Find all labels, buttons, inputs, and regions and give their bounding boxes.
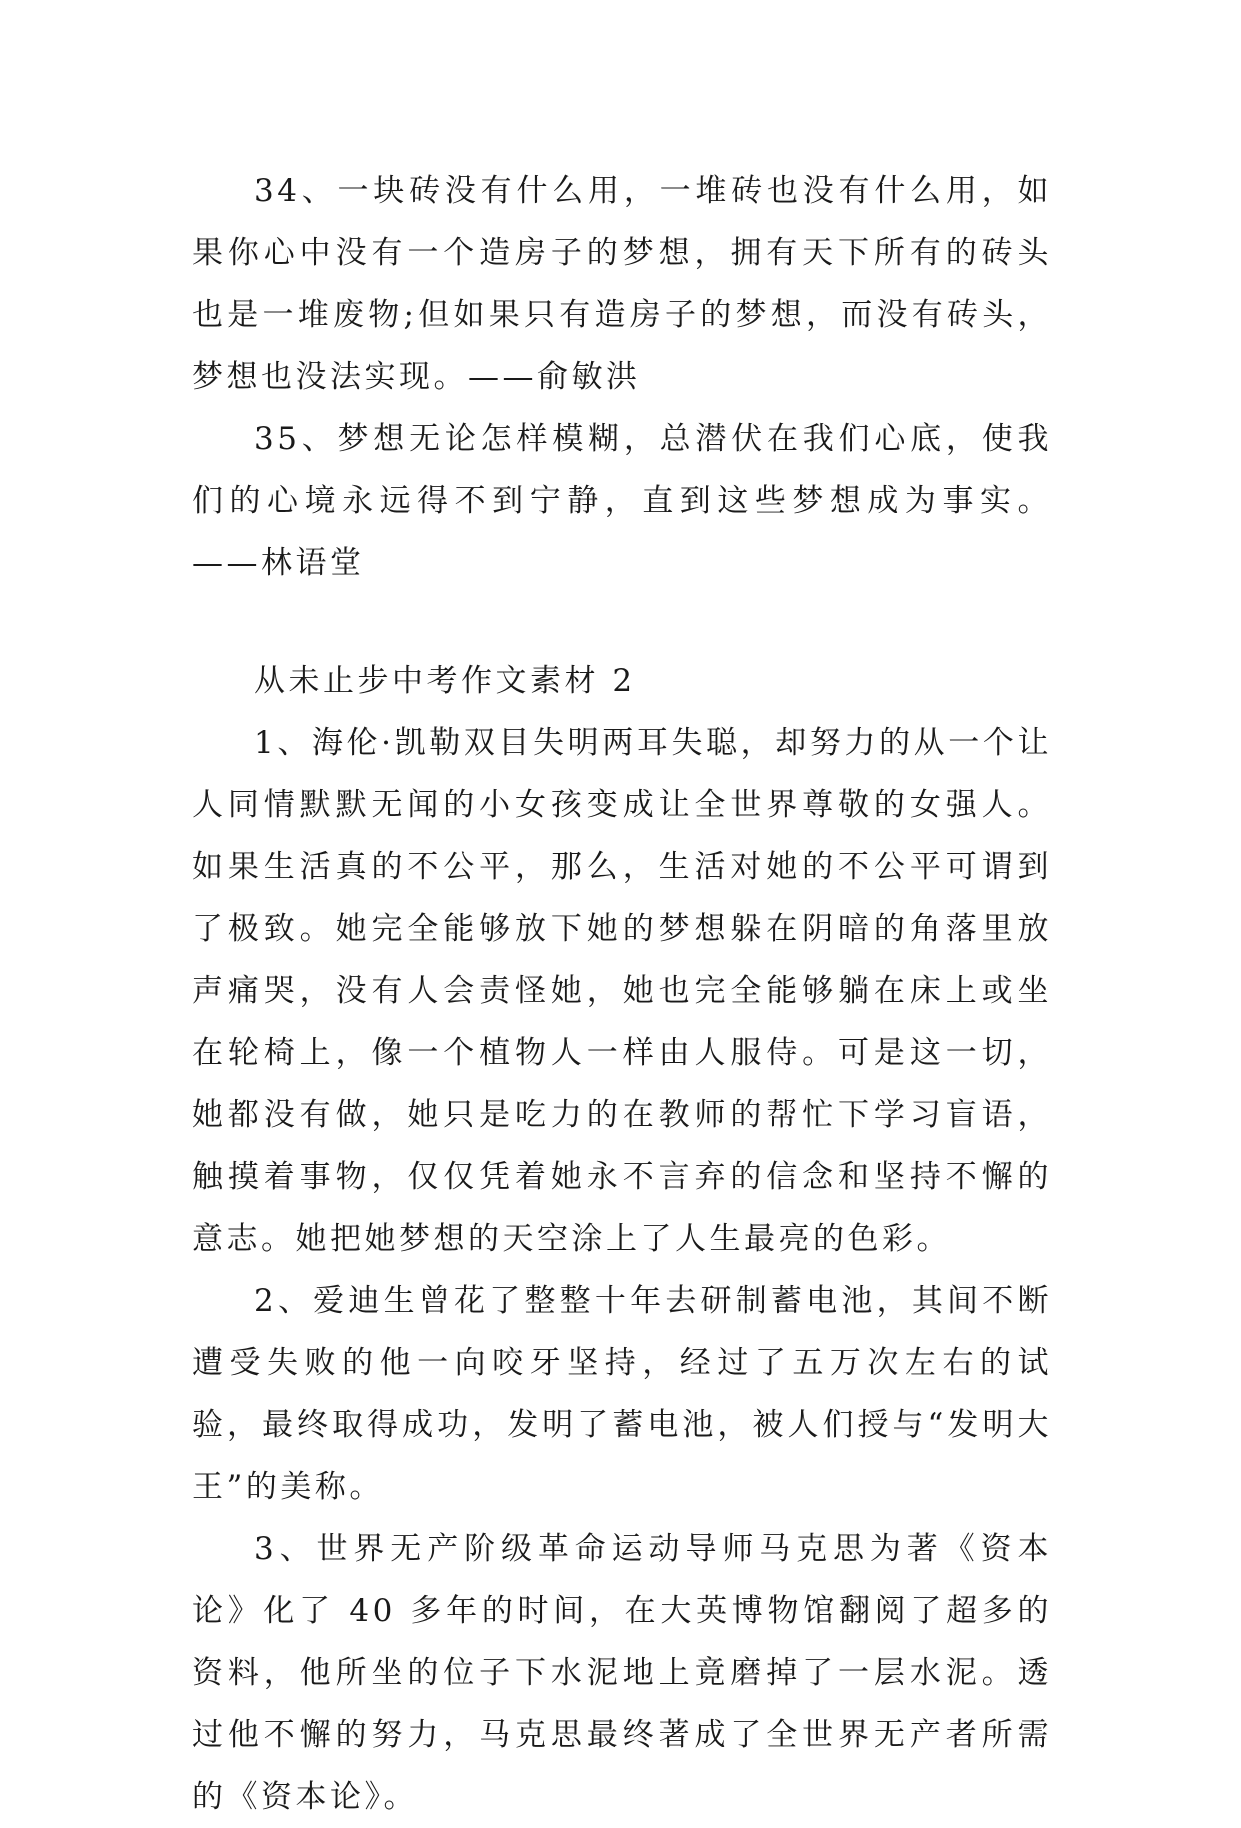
section-heading: 从未止步中考作文素材 2	[254, 663, 636, 699]
paragraph-35: 35、梦想无论怎样模糊，总潜伏在我们心底，使我们的心境永远得不到宁静，直到这些梦想成为事实。——林语堂	[192, 421, 1052, 581]
section-spacer	[192, 594, 1052, 650]
paragraph-34: 34、一块砖没有什么用，一堆砖也没有什么用，如果你心中没有一个造房子的梦想，拥有天下所有的砖头也是一堆废物;但如果只有造房子的梦想，而没有砖头，梦想也没法实现。——俞敏洪	[192, 173, 1052, 395]
document-body	[192, 160, 1052, 1828]
paragraph-3: 3、世界无产阶级革命运动导师马克思为著《资本论》化了 40 多年的时间，在大英博物馆翻阅了超多的资料，他所坐的位子下水泥地上竟磨掉了一层水泥。透过他不懈的努力，马克思最终著成了全世界无产者所需的《资本论》。	[192, 1531, 1052, 1815]
paragraph-2: 2、爱迪生曾花了整整十年去研制蓄电池，其间不断遭受失败的他一向咬牙坚持，经过了五万次左右的试验，最终取得成功，发明了蓄电池，被人们授与“发明大王”的美称。	[192, 1283, 1052, 1505]
paragraph-1: 1、海伦·凯勒双目失明两耳失聪，却努力的从一个让人同情默默无闻的小女孩变成让全世界尊敬的女强人。如果生活真的不公平，那么，生活对她的不公平可谓到了极致。她完全能够放下她的梦想躲在阴暗的角落里放声痛哭，没有人会责怪她，她也完全能够躺在床上或坐在轮椅上，像一个植物人一样由人服侍。可是这一切，她都没有做，她只是吃力的在教师的帮忙下学习盲语，触摸着事物，仅仅凭着她永不言弃的信念和坚持不懈的意志。她把她梦想的天空涂上了人生最亮的色彩。	[192, 725, 1052, 1257]
